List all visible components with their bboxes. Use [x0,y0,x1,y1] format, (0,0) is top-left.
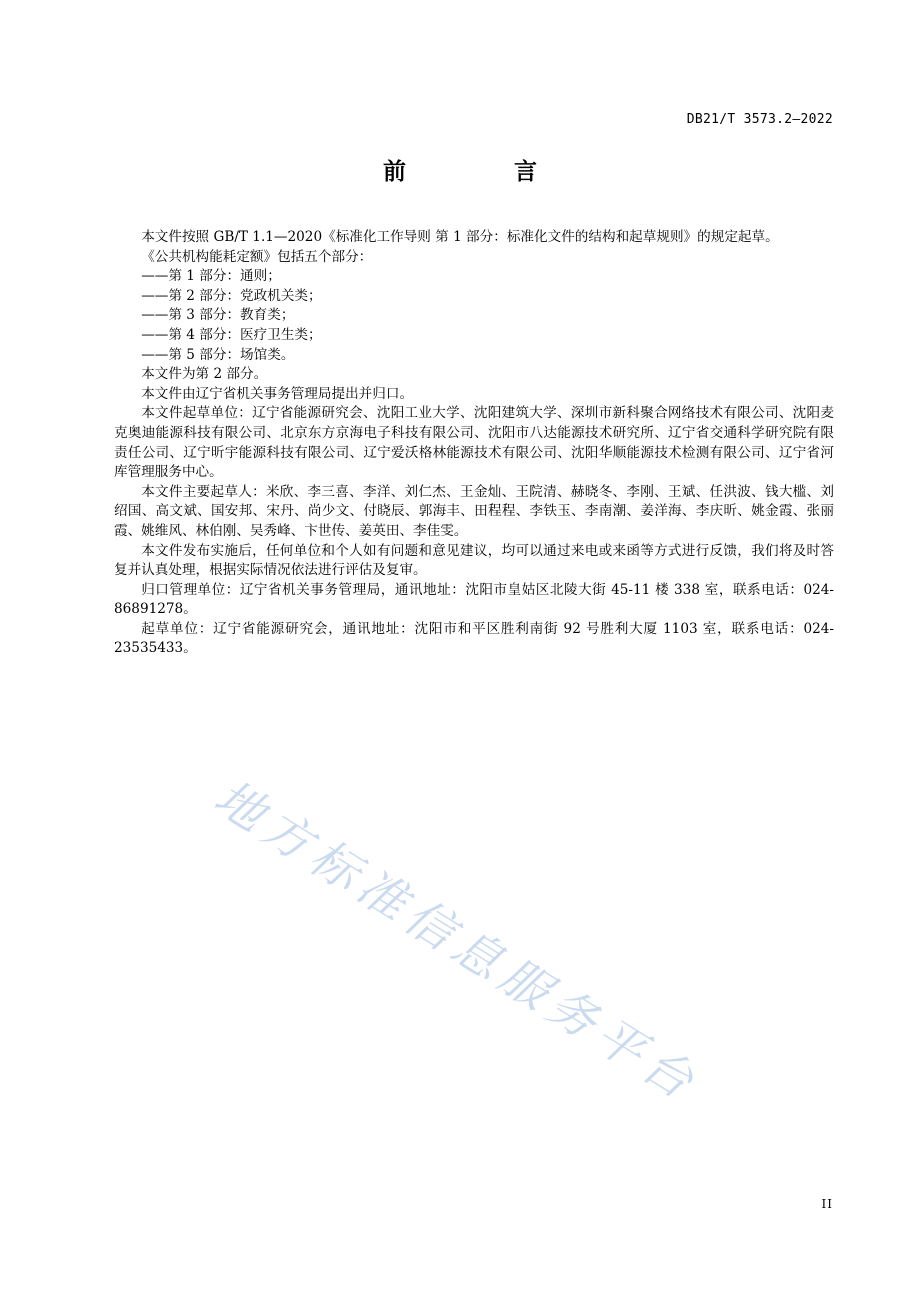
list-item-part-5: ——第 5 部分：场馆类。 [141,346,295,363]
paragraph-parts-intro: 《公共机构能耗定额》包括五个部分： [141,248,373,265]
list-item-part-4: ——第 4 部分：医疗卫生类； [141,326,322,343]
paragraph-this-part: 本文件为第 2 部分。 [141,366,268,383]
paragraph-drafting-basis: 本文件按照 GB/T 1.1—2020《标准化工作导则 第 1 部分：标准化文件的结构和起草规则》的规定起草。 [141,229,779,245]
list-item-part-1: ——第 1 部分：通则； [141,268,281,285]
list-item-part-3: ——第 3 部分：教育类； [141,307,295,324]
list-item-part-2: ——第 2 部分：党政机关类； [141,287,322,304]
paragraph-proposer: 本文件由辽宁省机关事务管理局提出并归口。 [141,385,414,402]
document-body [114,228,834,659]
page-title: 前 言 [382,159,587,185]
paragraph-management-contact: 归口管理单位：辽宁省机关事务管理局，通讯地址：沈阳市皇姑区北陵大街 45-11 楼 338 室，联系电话：024-86891278。 [114,581,834,618]
paragraph-drafting-contact: 起草单位：辽宁省能源研究会，通讯地址：沈阳市和平区胜利南街 92 号胜利大厦 1103 室，联系电话：024-23535433。 [114,620,834,657]
paragraph-feedback: 本文件发布实施后，任何单位和个人如有问题和意见建议，均可以通过来电或来函等方式进行反馈，我们将及时答复并认真处理，根据实际情况依法进行评估及复审。 [114,542,834,579]
watermark: 地方标准信息服务平台 [204,769,710,1114]
page-number: II [821,1197,833,1211]
paragraph-drafting-units: 本文件起草单位：辽宁省能源研究会、沈阳工业大学、沈阳建筑大学、深圳市新科聚合网络技术有限公司、沈阳麦克奥迪能源科技有限公司、北京东方京海电子科技有限公司、沈阳市八达能源技术研究所、辽宁省交通科学研究院有限责任公司、辽宁昕宇能源科技有限公司、辽宁爱沃格林能源技术有限公司、沈阳华顺能源技术检测有限公司、辽宁省河库管理服务中心。 [114,405,834,481]
paragraph-drafters: 本文件主要起草人：米欣、李三喜、李洋、刘仁杰、王金灿、王院清、赫晓冬、李刚、王斌、任洪波、钱大槛、刘绍国、高文斌、国安邦、宋丹、尚少文、付晓辰、郭海丰、田程程、李铁玉、李南潮、姜洋海、李庆昕、姚金霞、张丽霞、姚维风、林伯刚、吴秀峰、卞世传、姜英田、李佳雯。 [114,483,834,539]
document-code: DB21/T 3573.2—2022 [686,112,833,127]
